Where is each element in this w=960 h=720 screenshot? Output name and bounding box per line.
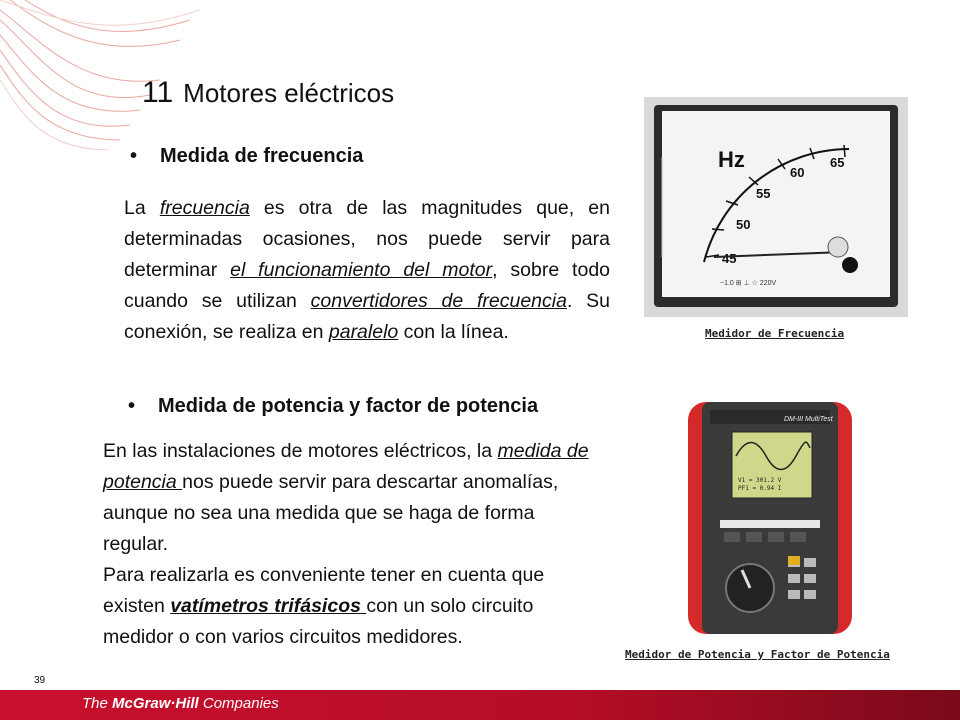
term-convertidores: convertidores de frecuencia [310,290,567,312]
text-span: La [124,197,160,219]
text-span: es otra de las magnitudes que, en determinadas ocasiones, nos puede servir para determinar [124,197,610,281]
bullet: • [128,395,136,417]
meter-spec-text: ~1.0 ⊞ ⊥ ☆ 220V [720,280,777,287]
power-meter-caption: Medidor de Potencia y Factor de Potencia [625,648,890,661]
bullet: • [130,145,138,167]
text-span: En las instalaciones de motores eléctricos, la [103,440,498,462]
page-number: 39 [34,675,46,686]
logo-companies: Companies [198,695,279,712]
frequency-meter-image [644,97,908,317]
title-number: 11 [142,76,174,109]
decorative-swirl [0,0,200,150]
term-vatimetros: vatímetros trifásicos [170,595,367,617]
scale-label-55: 55 [756,186,771,201]
paragraph-frequency [124,193,610,348]
logo-main: McGraw·Hill [112,695,199,712]
term-paralelo: paralelo [328,321,399,343]
heading-frequency [130,145,363,168]
svg-text:V1 = 301.2 V: V1 = 301.2 V [738,477,782,484]
title-text: Motores eléctricos [183,78,395,108]
meter-brand-label: DM-III MultiTest [784,416,833,423]
term-frecuencia: frecuencia [159,197,250,219]
text-span: . Su conexión, se realiza en [124,290,610,343]
scale-label-50: 50 [736,217,751,232]
text-span: Para realizarla es conveniente tener en cuenta que existen [103,564,545,617]
scale-label-45: 45 [722,251,737,266]
frequency-meter-caption: Medidor de Frecuencia [705,327,845,340]
text-span: , sobre todo cuando se utilizan [124,259,611,312]
svg-text:PF1 = 0.94 I: PF1 = 0.94 I [738,485,782,492]
power-meter-image [680,398,858,638]
term-medida-potencia: medida de potencia [103,440,589,493]
scale-label-60: 60 [790,165,805,180]
text-span: con un solo circuito medidor o con varios circuitos medidores. [103,595,534,648]
text-span: con la línea. [398,321,509,343]
logo-the: The [82,695,113,712]
slide-title [142,76,394,110]
footer [0,690,960,720]
heading-power [128,395,538,418]
text-span: nos puede servir para descartar anomalías, aunque no sea una medida que se haga de forma regular. [103,471,559,555]
heading-frequency-text: Medida de frecuencia [160,145,364,167]
paragraph-wattmeters [103,560,603,653]
paragraph-power [103,436,603,560]
meter-unit-label: Hz [718,147,745,172]
scale-label-65: 65 [830,155,845,170]
mcgraw-hill-logo [82,695,279,712]
term-funcionamiento-motor: el funcionamiento del motor [230,259,493,281]
heading-power-text: Medida de potencia y factor de potencia [158,395,539,417]
